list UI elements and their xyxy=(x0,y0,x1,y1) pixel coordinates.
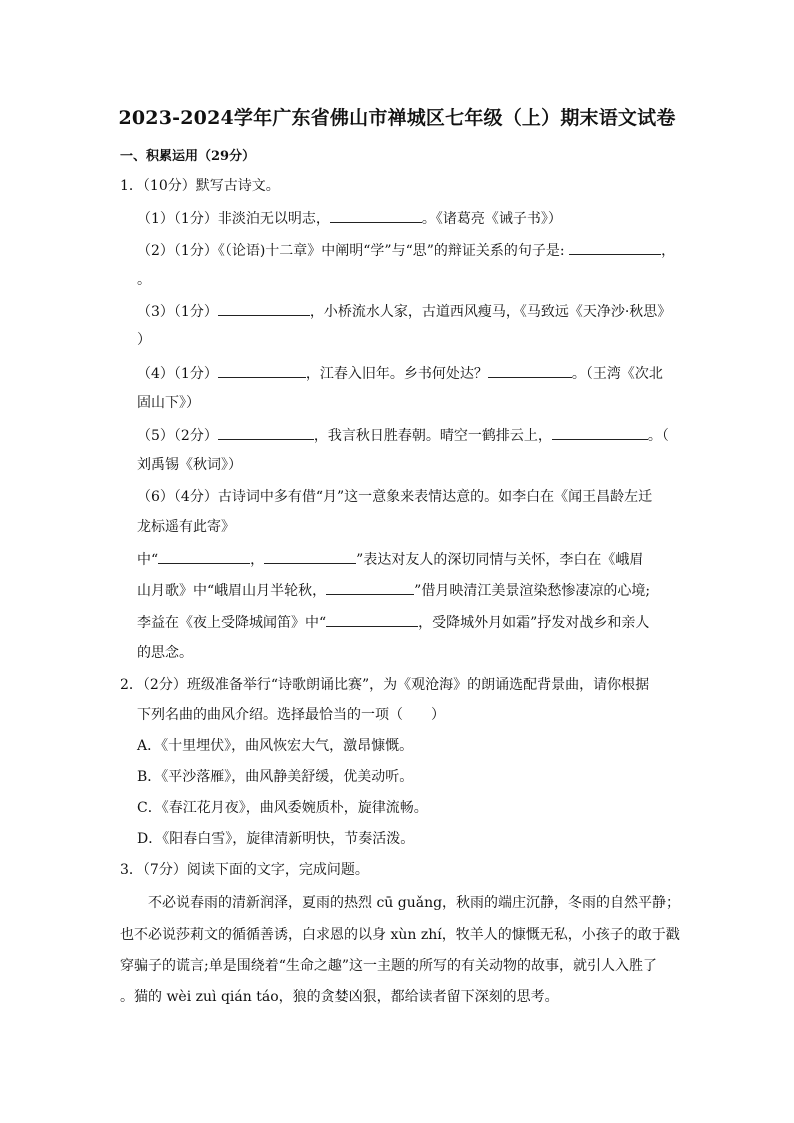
q3-passage-line: 穿骗子的谎言;单是围绕着“生命之趣”这一主题的所写的有关动物的故事，就引人入胜了 xyxy=(120,958,658,974)
q3-passage-line: 不必说春雨的清新润泽，夏雨的热烈 cū guǎng，秋雨的端庄沉静，冬雨的自然平静； xyxy=(148,895,681,911)
answer-blank[interactable] xyxy=(330,209,422,223)
q1-sub6-cont3 xyxy=(137,581,650,600)
q1-sub6-text-c3: ”表达对友人的深切同情与关怀，李白在《峨眉 xyxy=(356,552,644,568)
q1-stem: 1．（10分）默写古诗文。 xyxy=(120,178,280,194)
section-heading: 一、积累运用（29分） xyxy=(120,149,256,164)
q1-sub1-text-a: （1）（1分）非淡泊无以明志， xyxy=(137,211,330,227)
q3-passage-line: 也不必说莎莉文的循循善诱，白求恩的以身 xùn zhí，牧羊人的慷慨无私，小孩子的敢于戳 xyxy=(120,927,680,943)
q1-sub6-cont5: 的思念。 xyxy=(137,645,193,661)
q1-sub5 xyxy=(137,426,669,445)
q1-sub6-text-c2: ， xyxy=(250,552,265,568)
q1-sub2-text-b: ， xyxy=(661,243,676,259)
q3-passage-line: 。猫的 wèi zuì qián táo，狼的贪婪凶狠，都给读者留下深刻的思考。 xyxy=(120,989,559,1005)
q1-sub1 xyxy=(137,209,562,228)
answer-blank[interactable] xyxy=(218,364,306,378)
q1-sub6-text-c1: 中“ xyxy=(137,552,159,568)
q1-sub3-cont: ） xyxy=(137,332,151,348)
answer-blank[interactable] xyxy=(326,581,414,595)
q1-sub6-text-d1: 山月歌》中“峨眉山月半轮秋， xyxy=(137,583,327,599)
answer-blank[interactable] xyxy=(158,550,250,564)
q1-sub1-text-b: 。《诸葛亮《诫子书》） xyxy=(421,211,562,227)
q1-sub6: （6）（4分）古诗词中多有借“月”这一意象来表情达意的。如李白在《闻王昌龄左迁 xyxy=(137,489,653,505)
q1-sub6-text-e2: ，受降城外月如霜”抒发对战乡和亲人 xyxy=(418,615,650,631)
q1-sub6-cont1: 龙标遥有此寄》 xyxy=(137,519,235,535)
exam-title: 2023-2024学年广东省佛山市禅城区七年级（上）期末语文试卷 xyxy=(118,107,676,129)
q1-sub4 xyxy=(137,364,663,383)
answer-blank[interactable] xyxy=(264,550,356,564)
answer-blank[interactable] xyxy=(218,302,310,316)
q1-sub5-text-b: ，我言秋日胜春朝。晴空一鹤排云上， xyxy=(313,428,552,444)
q2-stem: 2．（2分）班级准备举行“诗歌朗诵比赛”，为《观沧海》的朗诵选配背景曲，请你根据 xyxy=(120,677,650,693)
q1-sub6-cont4 xyxy=(137,613,649,632)
q1-sub6-cont2 xyxy=(137,550,643,569)
q1-sub5-text-c: 。（ xyxy=(647,428,669,444)
q2-option-c[interactable]: C．《春江花月夜》，曲风委婉质朴，旋律流畅。 xyxy=(137,800,428,816)
q1-sub5-text-a: （5）（2分） xyxy=(137,428,218,444)
q1-sub2 xyxy=(137,241,675,260)
q1-sub4-text-b: ，江春入旧年。乡书何处达？ xyxy=(305,366,488,382)
q1-sub2-cont: 。 xyxy=(137,272,151,288)
answer-blank[interactable] xyxy=(326,613,418,627)
q1-sub3-text-b: ，小桥流水人家，古道西风瘦马，《马致远《天净沙·秋思》 xyxy=(309,304,672,320)
answer-blank[interactable] xyxy=(218,426,314,440)
q1-sub3 xyxy=(137,302,671,321)
q1-sub2-text-a: （2）（1分）《（论语)十二章》中阐明“学”与“思”的辩证关系的句子是: xyxy=(137,243,570,259)
answer-blank[interactable] xyxy=(569,241,661,255)
q1-sub6-text-d2: ”借月映清江美景渲染愁惨凄凉的心境; xyxy=(414,583,651,599)
q2-stem-cont: 下列名曲的曲风介绍。选择最恰当的一项（ ） xyxy=(137,707,445,723)
q1-sub4-text-c: 。（王湾《次北 xyxy=(571,366,663,382)
answer-blank[interactable] xyxy=(488,364,572,378)
q2-option-b[interactable]: B．《平沙落雁》，曲风静美舒缓，优美动听。 xyxy=(137,769,414,785)
q3-stem: 3．（7分）阅读下面的文字，完成问题。 xyxy=(120,862,369,878)
q2-option-d[interactable]: D．《阳春白雪》，旋律清新明快，节奏活泼。 xyxy=(137,831,415,847)
answer-blank[interactable] xyxy=(552,426,648,440)
q2-option-a[interactable]: A．《十里埋伏》，曲风恢宏大气，激昂慷慨。 xyxy=(137,738,414,754)
q1-sub4-text-a: （4）（1分） xyxy=(137,366,218,382)
q1-sub3-text-a: （3）（1分） xyxy=(137,304,218,320)
q1-sub5-cont: 刘禹锡《秋词》） xyxy=(137,457,242,473)
q1-sub4-cont: 固山下》） xyxy=(137,395,200,411)
q1-sub6-text-e1: 李益在《夜上受降城闻笛》中“ xyxy=(137,615,327,631)
